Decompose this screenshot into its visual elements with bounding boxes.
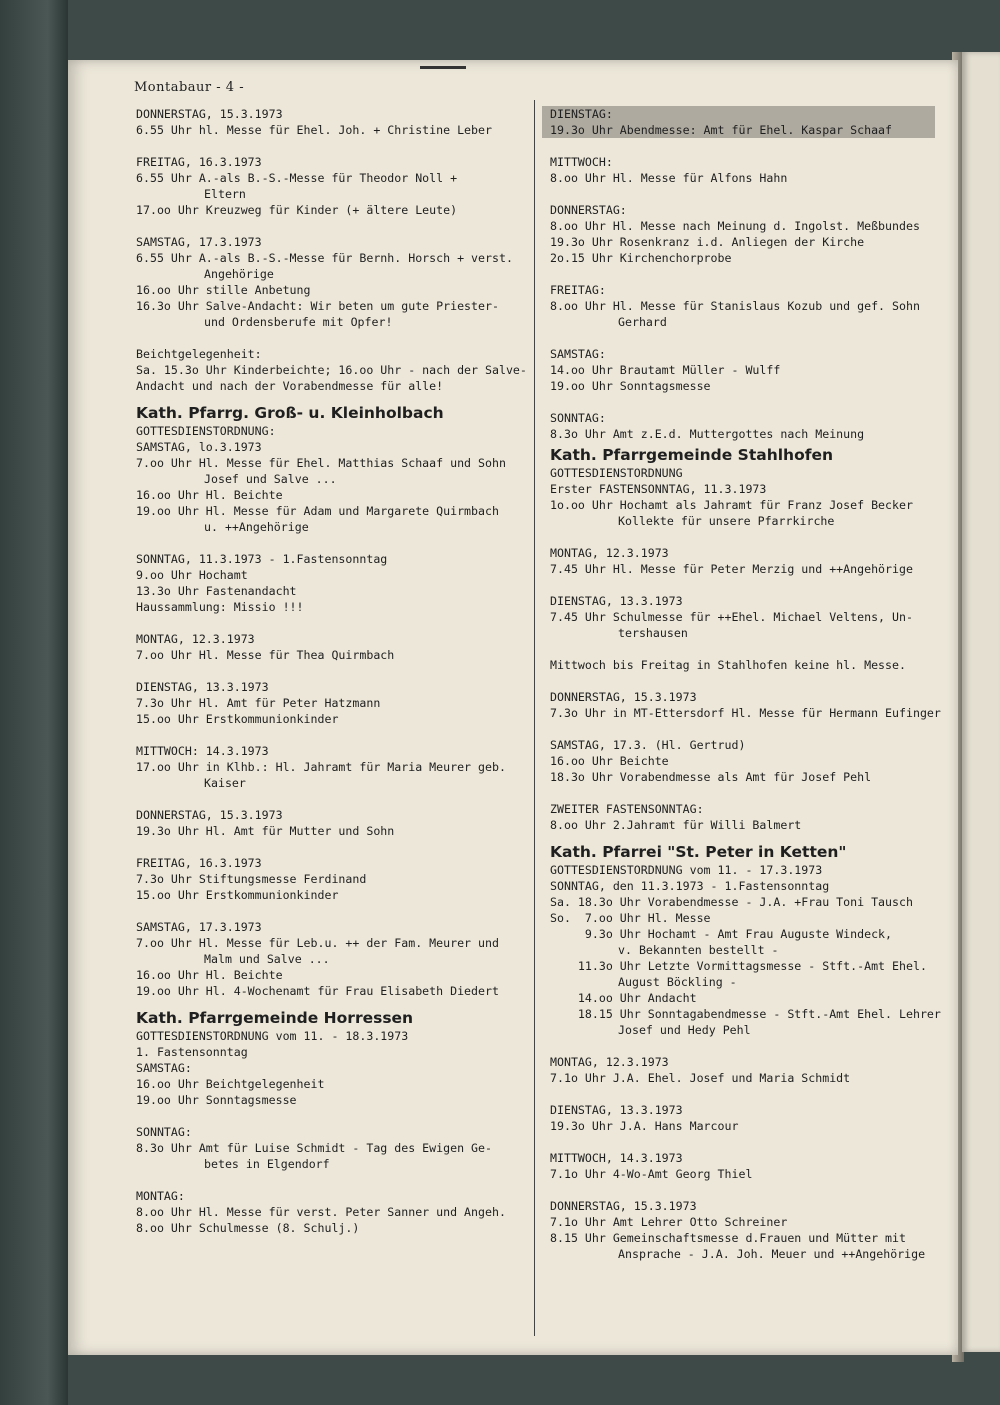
right-column [550,106,955,1262]
schedule-line: Sa. 15.3o Uhr Kinderbeichte; 16.oo Uhr - nach der Salve- [136,363,527,377]
page-header: Montabaur - 4 - [134,80,245,95]
schedule-line: 8.oo Uhr Hl. Messe für verst. Peter Sanner und Angeh. [136,1205,506,1219]
spacer [550,138,955,154]
schedule-line: 19.oo Uhr Hl. Messe für Adam und Margarete Quirmbach [136,504,499,518]
schedule-line: 15.oo Uhr Erstkommunionkinder [136,712,339,726]
schedule-line: GOTTESDIENSTORDNUNG [550,466,683,480]
schedule-line: SAMSTAG: [136,1061,192,1075]
spacer [136,727,526,743]
schedule-line: DIENSTAG, 13.3.1973 [550,594,683,608]
schedule-line: DONNERSTAG, 15.3.1973 [136,107,283,121]
schedule-line: 8.oo Uhr Hl. Messe für Alfons Hahn [550,171,788,185]
schedule-line: 16.oo Uhr stille Anbetung [136,283,311,297]
schedule-line: MITTWOCH, 14.3.1973 [550,1151,683,1165]
spacer [136,903,526,919]
schedule-line: 15.oo Uhr Erstkommunionkinder [136,888,339,902]
schedule-line-continuation: und Ordensberufe mit Opfer! [204,315,393,329]
schedule-line: 8.oo Uhr 2.Jahramt für Willi Balmert [550,818,802,832]
parish-heading: Kath. Pfarrei "St. Peter in Ketten" [550,843,847,861]
spacer [550,785,955,801]
schedule-line: 13.3o Uhr Fastenandacht [136,584,297,598]
schedule-line-continuation: August Böckling - [618,975,737,989]
schedule-line: 8.3o Uhr Amt für Luise Schmidt - Tag des Ewigen Ge- [136,1141,492,1155]
schedule-line: 17.oo Uhr in Klhb.: Hl. Jahramt für Maria Meurer geb. [136,760,506,774]
spacer [550,394,955,410]
schedule-line: 19.oo Uhr Sonntagsmesse [550,379,711,393]
schedule-line: FREITAG, 16.3.1973 [136,856,262,870]
schedule-line: MONTAG, 12.3.1973 [550,546,669,560]
schedule-line: 16.oo Uhr Hl. Beichte [136,968,283,982]
column-divider [534,100,535,1336]
spacer [136,138,526,154]
spacer [550,1038,955,1054]
schedule-line: Haussammlung: Missio !!! [136,600,304,614]
schedule-line: 16.oo Uhr Hl. Beichte [136,488,283,502]
schedule-line: DONNERSTAG, 15.3.1973 [550,1199,697,1213]
schedule-line: 19.oo Uhr Sonntagsmesse [136,1093,297,1107]
schedule-line-continuation: Ansprache - J.A. Joh. Meuer und ++Angehörige [618,1247,926,1261]
schedule-line: SAMSTAG: [550,347,606,361]
schedule-line: MITTWOCH: [550,155,613,169]
schedule-line-continuation: u. ++Angehörige [204,520,309,534]
schedule-line: 7.oo Uhr Hl. Messe für Leb.u. ++ der Fam. Meurer und [136,936,499,950]
schedule-line: SONNTAG, den 11.3.1973 - 1.Fastensonntag [550,879,830,893]
parish-heading: Kath. Pfarrgemeinde Horressen [136,1009,414,1027]
schedule-line: SONNTAG, 11.3.1973 - 1.Fastensonntag [136,552,388,566]
schedule-line-continuation: tershausen [618,626,688,640]
schedule-line-continuation: Eltern [204,187,246,201]
schedule-line: GOTTESDIENSTORDNUNG: [136,424,276,438]
schedule-line: GOTTESDIENSTORDNUNG vom 11. - 17.3.1973 [550,863,823,877]
spacer [550,721,955,737]
schedule-line: 7.oo Uhr Hl. Messe für Thea Quirmbach [136,648,395,662]
schedule-line-continuation: Josef und Salve ... [204,472,337,486]
spacer [136,394,526,400]
spacer [136,330,526,346]
schedule-line: SAMSTAG, 17.3. (Hl. Gertrud) [550,738,746,752]
schedule-line: SAMSTAG, lo.3.1973 [136,440,262,454]
schedule-line: SAMSTAG, 17.3.1973 [136,920,262,934]
schedule-line: 9.oo Uhr Hochamt [136,568,248,582]
schedule-line: MONTAG, 12.3.1973 [550,1055,669,1069]
spacer [136,791,526,807]
schedule-line: SONNTAG: [550,411,606,425]
schedule-line: 6.55 Uhr A.-als B.-S.-Messe für Bernh. Horsch + verst. [136,251,513,265]
schedule-line: 19.oo Uhr Hl. 4-Wochenamt für Frau Elisabeth Diedert [136,984,499,998]
schedule-line: 9.3o Uhr Hochamt - Amt Frau Auguste Windeck, [550,927,893,941]
schedule-line: 1o.oo Uhr Hochamt als Jahramt für Franz Josef Becker [550,498,913,512]
parish-heading: Kath. Pfarrg. Groß- u. Kleinholbach [136,404,444,422]
parish-heading: Kath. Pfarrgemeinde Stahlhofen [550,446,834,464]
spacer [136,839,526,855]
schedule-line: 7.45 Uhr Hl. Messe für Peter Merzig und ++Angehörige [550,562,913,576]
schedule-line: 7.1o Uhr J.A. Ehel. Josef und Maria Schmidt [550,1071,851,1085]
schedule-line-continuation: Kaiser [204,776,246,790]
schedule-line: 18.3o Uhr Vorabendmesse als Amt für Josef Pehl [550,770,872,784]
schedule-line: 16.3o Uhr Salve-Andacht: Wir beten um gute Priester- [136,299,499,313]
schedule-line: 7.3o Uhr Stiftungsmesse Ferdinand [136,872,367,886]
spacer [550,641,955,657]
schedule-line: SONNTAG: [136,1125,192,1139]
spacer [136,999,526,1005]
schedule-line: DONNERSTAG, 15.3.1973 [136,808,283,822]
spacer [550,266,955,282]
schedule-line-continuation: Josef und Hedy Pehl [618,1023,751,1037]
schedule-line: 19.3o Uhr J.A. Hans Marcour [550,1119,739,1133]
schedule-line: GOTTESDIENSTORDNUNG vom 11. - 18.3.1973 [136,1029,409,1043]
spacer [136,663,526,679]
spacer [550,1134,955,1150]
spacer [550,1182,955,1198]
newspaper-page [68,60,958,1355]
schedule-line: 8.oo Uhr Schulmesse (8. Schulj.) [136,1221,360,1235]
left-column [136,106,526,1236]
schedule-line: 7.3o Uhr in MT-Ettersdorf Hl. Messe für Hermann Eufinger [550,706,941,720]
schedule-line: DIENSTAG, 13.3.1973 [550,1103,683,1117]
schedule-line: 7.1o Uhr Amt Lehrer Otto Schreiner [550,1215,788,1229]
schedule-line-continuation: v. Bekannten bestellt - [618,943,779,957]
schedule-line: 17.oo Uhr Kreuzweg für Kinder (+ ältere Leute) [136,203,458,217]
spacer [550,577,955,593]
schedule-line-continuation: betes in Elgendorf [204,1157,330,1171]
schedule-line: 7.45 Uhr Schulmesse für ++Ehel. Michael Veltens, Un- [550,610,913,624]
schedule-line: DIENSTAG, 13.3.1973 [136,680,269,694]
schedule-line: 16.oo Uhr Beichtgelegenheit [136,1077,325,1091]
schedule-line: Beichtgelegenheit: [136,347,262,361]
spacer [136,535,526,551]
spacer [550,330,955,346]
spacer [550,186,955,202]
schedule-line: 1. Fastensonntag [136,1045,248,1059]
schedule-line-highlighted: 19.3o Uhr Abendmesse: Amt für Ehel. Kaspar Schaaf [542,122,935,138]
schedule-line: 19.3o Uhr Rosenkranz i.d. Anliegen der Kirche [550,235,865,249]
spacer [550,673,955,689]
spacer [136,615,526,631]
schedule-line-continuation: Gerhard [618,315,667,329]
schedule-line: 7.oo Uhr Hl. Messe für Ehel. Matthias Schaaf und Sohn [136,456,506,470]
schedule-line: 6.55 Uhr A.-als B.-S.-Messe für Theodor Noll + [136,171,458,185]
book-binding [0,0,68,1405]
schedule-line: DONNERSTAG, 15.3.1973 [550,690,697,704]
spacer [136,218,526,234]
schedule-line: MONTAG: [136,1189,185,1203]
schedule-line: 18.15 Uhr Sonntagabendmesse - Stft.-Amt Ehel. Lehrer [550,1007,941,1021]
schedule-line: 19.3o Uhr Hl. Amt für Mutter und Sohn [136,824,395,838]
schedule-line: Mittwoch bis Freitag in Stahlhofen keine hl. Messe. [550,658,906,672]
spacer [136,1108,526,1124]
schedule-line: FREITAG, 16.3.1973 [136,155,262,169]
schedule-line: 7.1o Uhr 4-Wo-Amt Georg Thiel [550,1167,753,1181]
schedule-line: ZWEITER FASTENSONNTAG: [550,802,704,816]
schedule-line: Sa. 18.3o Uhr Vorabendmesse - J.A. +Frau Toni Tausch [550,895,913,909]
schedule-line-continuation: Kollekte für unsere Pfarrkirche [618,514,835,528]
schedule-line: 7.3o Uhr Hl. Amt für Peter Hatzmann [136,696,381,710]
schedule-line: 8.3o Uhr Amt z.E.d. Muttergottes nach Meinung [550,427,865,441]
top-rule [420,66,466,69]
schedule-line: 6.55 Uhr hl. Messe für Ehel. Joh. + Christine Leber [136,123,492,137]
schedule-line: 14.oo Uhr Brautamt Müller - Wulff [550,363,781,377]
schedule-line-continuation: Malm und Salve ... [204,952,330,966]
schedule-line: 8.oo Uhr Hl. Messe nach Meinung d. Ingolst. Meßbundes [550,219,920,233]
schedule-line: FREITAG: [550,283,606,297]
schedule-line: 16.oo Uhr Beichte [550,754,669,768]
schedule-line: 2o.15 Uhr Kirchenchorprobe [550,251,732,265]
schedule-line: Andacht und nach der Vorabendmesse für alle! [136,379,444,393]
schedule-line: SAMSTAG, 17.3.1973 [136,235,262,249]
schedule-line: 14.oo Uhr Andacht [550,991,697,1005]
schedule-line: 11.3o Uhr Letzte Vormittagsmesse - Stft.-Amt Ehel. [550,959,927,973]
spacer [136,1172,526,1188]
schedule-line: MONTAG, 12.3.1973 [136,632,255,646]
spacer [550,833,955,839]
schedule-line-highlighted: DIENSTAG: [542,106,935,122]
schedule-line: 8.oo Uhr Hl. Messe für Stanislaus Kozub und gef. Sohn [550,299,920,313]
schedule-line: Erster FASTENSONNTAG, 11.3.1973 [550,482,767,496]
schedule-line: DONNERSTAG: [550,203,627,217]
schedule-line: MITTWOCH: 14.3.1973 [136,744,269,758]
spacer [550,1086,955,1102]
next-page-edge [962,52,1000,1352]
schedule-line-continuation: Angehörige [204,267,274,281]
schedule-line: So. 7.oo Uhr Hl. Messe [550,911,711,925]
spacer [550,529,955,545]
schedule-line: 8.15 Uhr Gemeinschaftsmesse d.Frauen und Mütter mit [550,1231,906,1245]
